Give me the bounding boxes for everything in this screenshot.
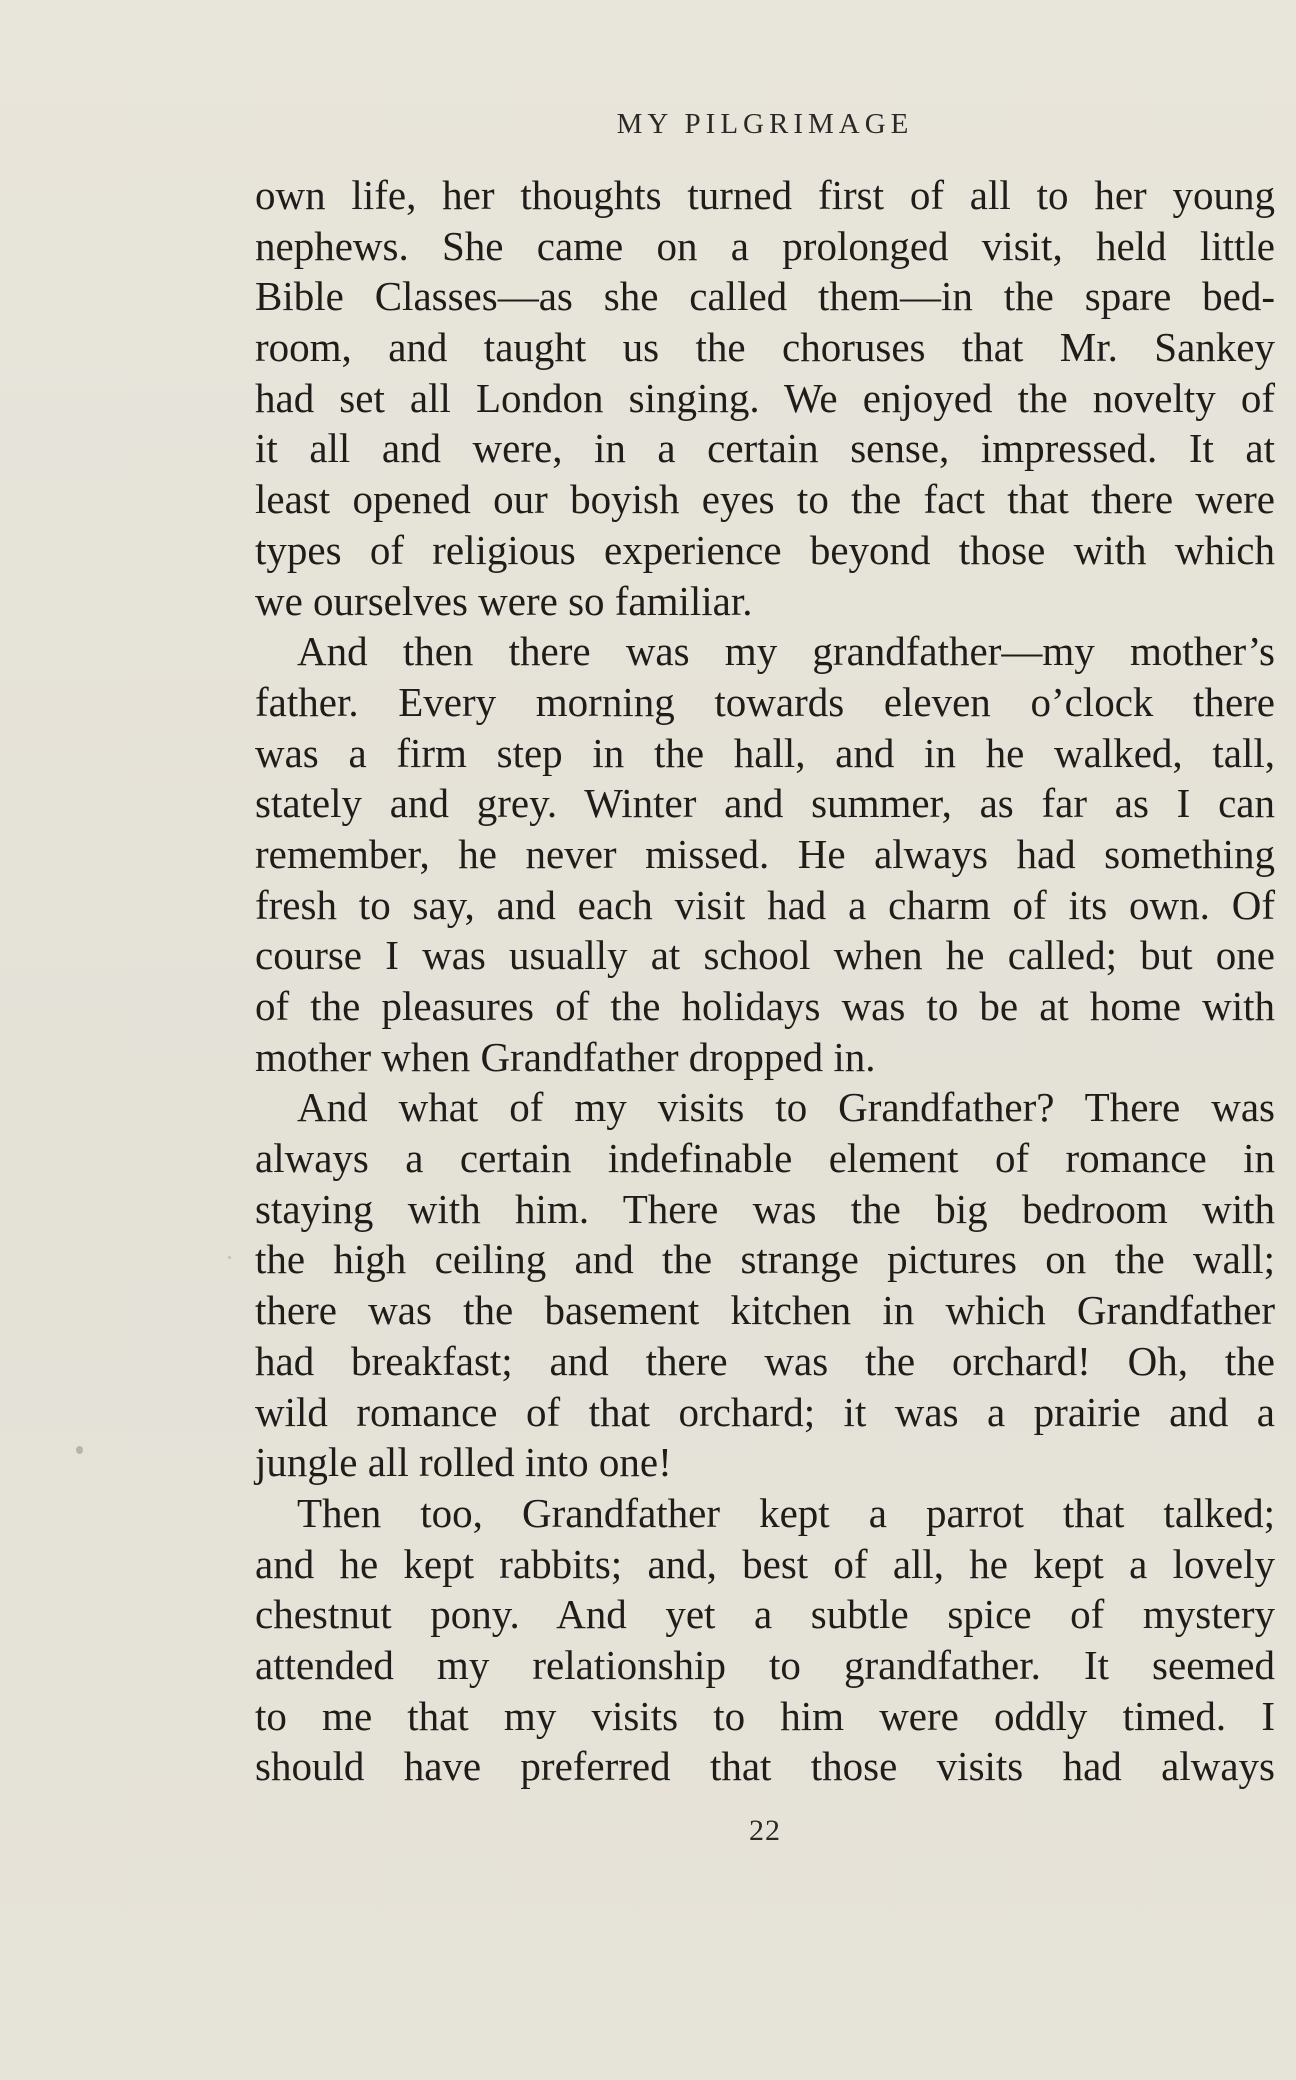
paragraph-start-line: Then too, Grandfather kept a parrot that talked;: [297, 1489, 1275, 1536]
text-line: Bible Classes—as she called them—in the spare bed-: [255, 273, 1275, 320]
text-line: staying with him. There was the big bedroom with: [255, 1185, 1275, 1232]
body-text: [255, 170, 1275, 1792]
paragraph-start-line: And what of my visits to Grandfather? There was: [297, 1084, 1275, 1131]
text-line: had breakfast; and there was the orchard! Oh, the: [255, 1337, 1275, 1384]
page-number: 22: [749, 1814, 781, 1847]
text-line: least opened our boyish eyes to the fact that there were: [255, 476, 1275, 523]
text-line: always a certain indefinable element of romance in: [255, 1135, 1275, 1182]
text-line: we ourselves were so familiar.: [255, 577, 753, 624]
text-line: nephews. She came on a prolonged visit, held little: [255, 222, 1275, 269]
text-line: the high ceiling and the strange pictures on the wall;: [255, 1236, 1275, 1283]
text-line: stately and grey. Winter and summer, as far as I can: [255, 780, 1275, 827]
text-line: own life, her thoughts turned first of all to her young: [255, 172, 1275, 218]
text-line: attended my relationship to grandfather. It seemed: [255, 1641, 1275, 1688]
text-line: wild romance of that orchard; it was a prairie and a: [255, 1388, 1275, 1435]
text-line: father. Every morning towards eleven o’clock there: [255, 678, 1275, 725]
paper-speck: [228, 1256, 231, 1259]
text-line: and he kept rabbits; and, best of all, he kept a lovely: [255, 1540, 1275, 1587]
text-line: jungle all rolled into one!: [255, 1439, 672, 1486]
text-line: it all and were, in a certain sense, impressed. It at: [255, 425, 1275, 472]
text-line: fresh to say, and each visit had a charm of its own. Of: [255, 881, 1275, 928]
text-line: room, and taught us the choruses that Mr. Sankey: [255, 324, 1275, 371]
text-line: was a firm step in the hall, and in he walked, tall,: [255, 729, 1275, 776]
text-line: chestnut pony. And yet a subtle spice of mystery: [255, 1591, 1275, 1638]
text-line: should have preferred that those visits had always: [255, 1743, 1275, 1790]
paper-speck: [76, 1446, 83, 1454]
text-line: mother when Grandfather dropped in.: [255, 1033, 876, 1080]
running-head: MY PILGRIMAGE: [616, 108, 914, 140]
text-line: had set all London singing. We enjoyed the novelty of: [255, 374, 1275, 421]
text-line: remember, he never missed. He always had something: [255, 830, 1275, 877]
text-line: course I was usually at school when he called; but one: [255, 932, 1275, 979]
paragraph-start-line: And then there was my grandfather—my mother’s: [297, 628, 1275, 675]
text-line: to me that my visits to him were oddly timed. I: [255, 1692, 1275, 1739]
text-line: types of religious experience beyond those with which: [255, 526, 1275, 573]
text-line: there was the basement kitchen in which Grandfather: [255, 1287, 1275, 1334]
text-line: of the pleasures of the holidays was to be at home with: [255, 983, 1275, 1029]
